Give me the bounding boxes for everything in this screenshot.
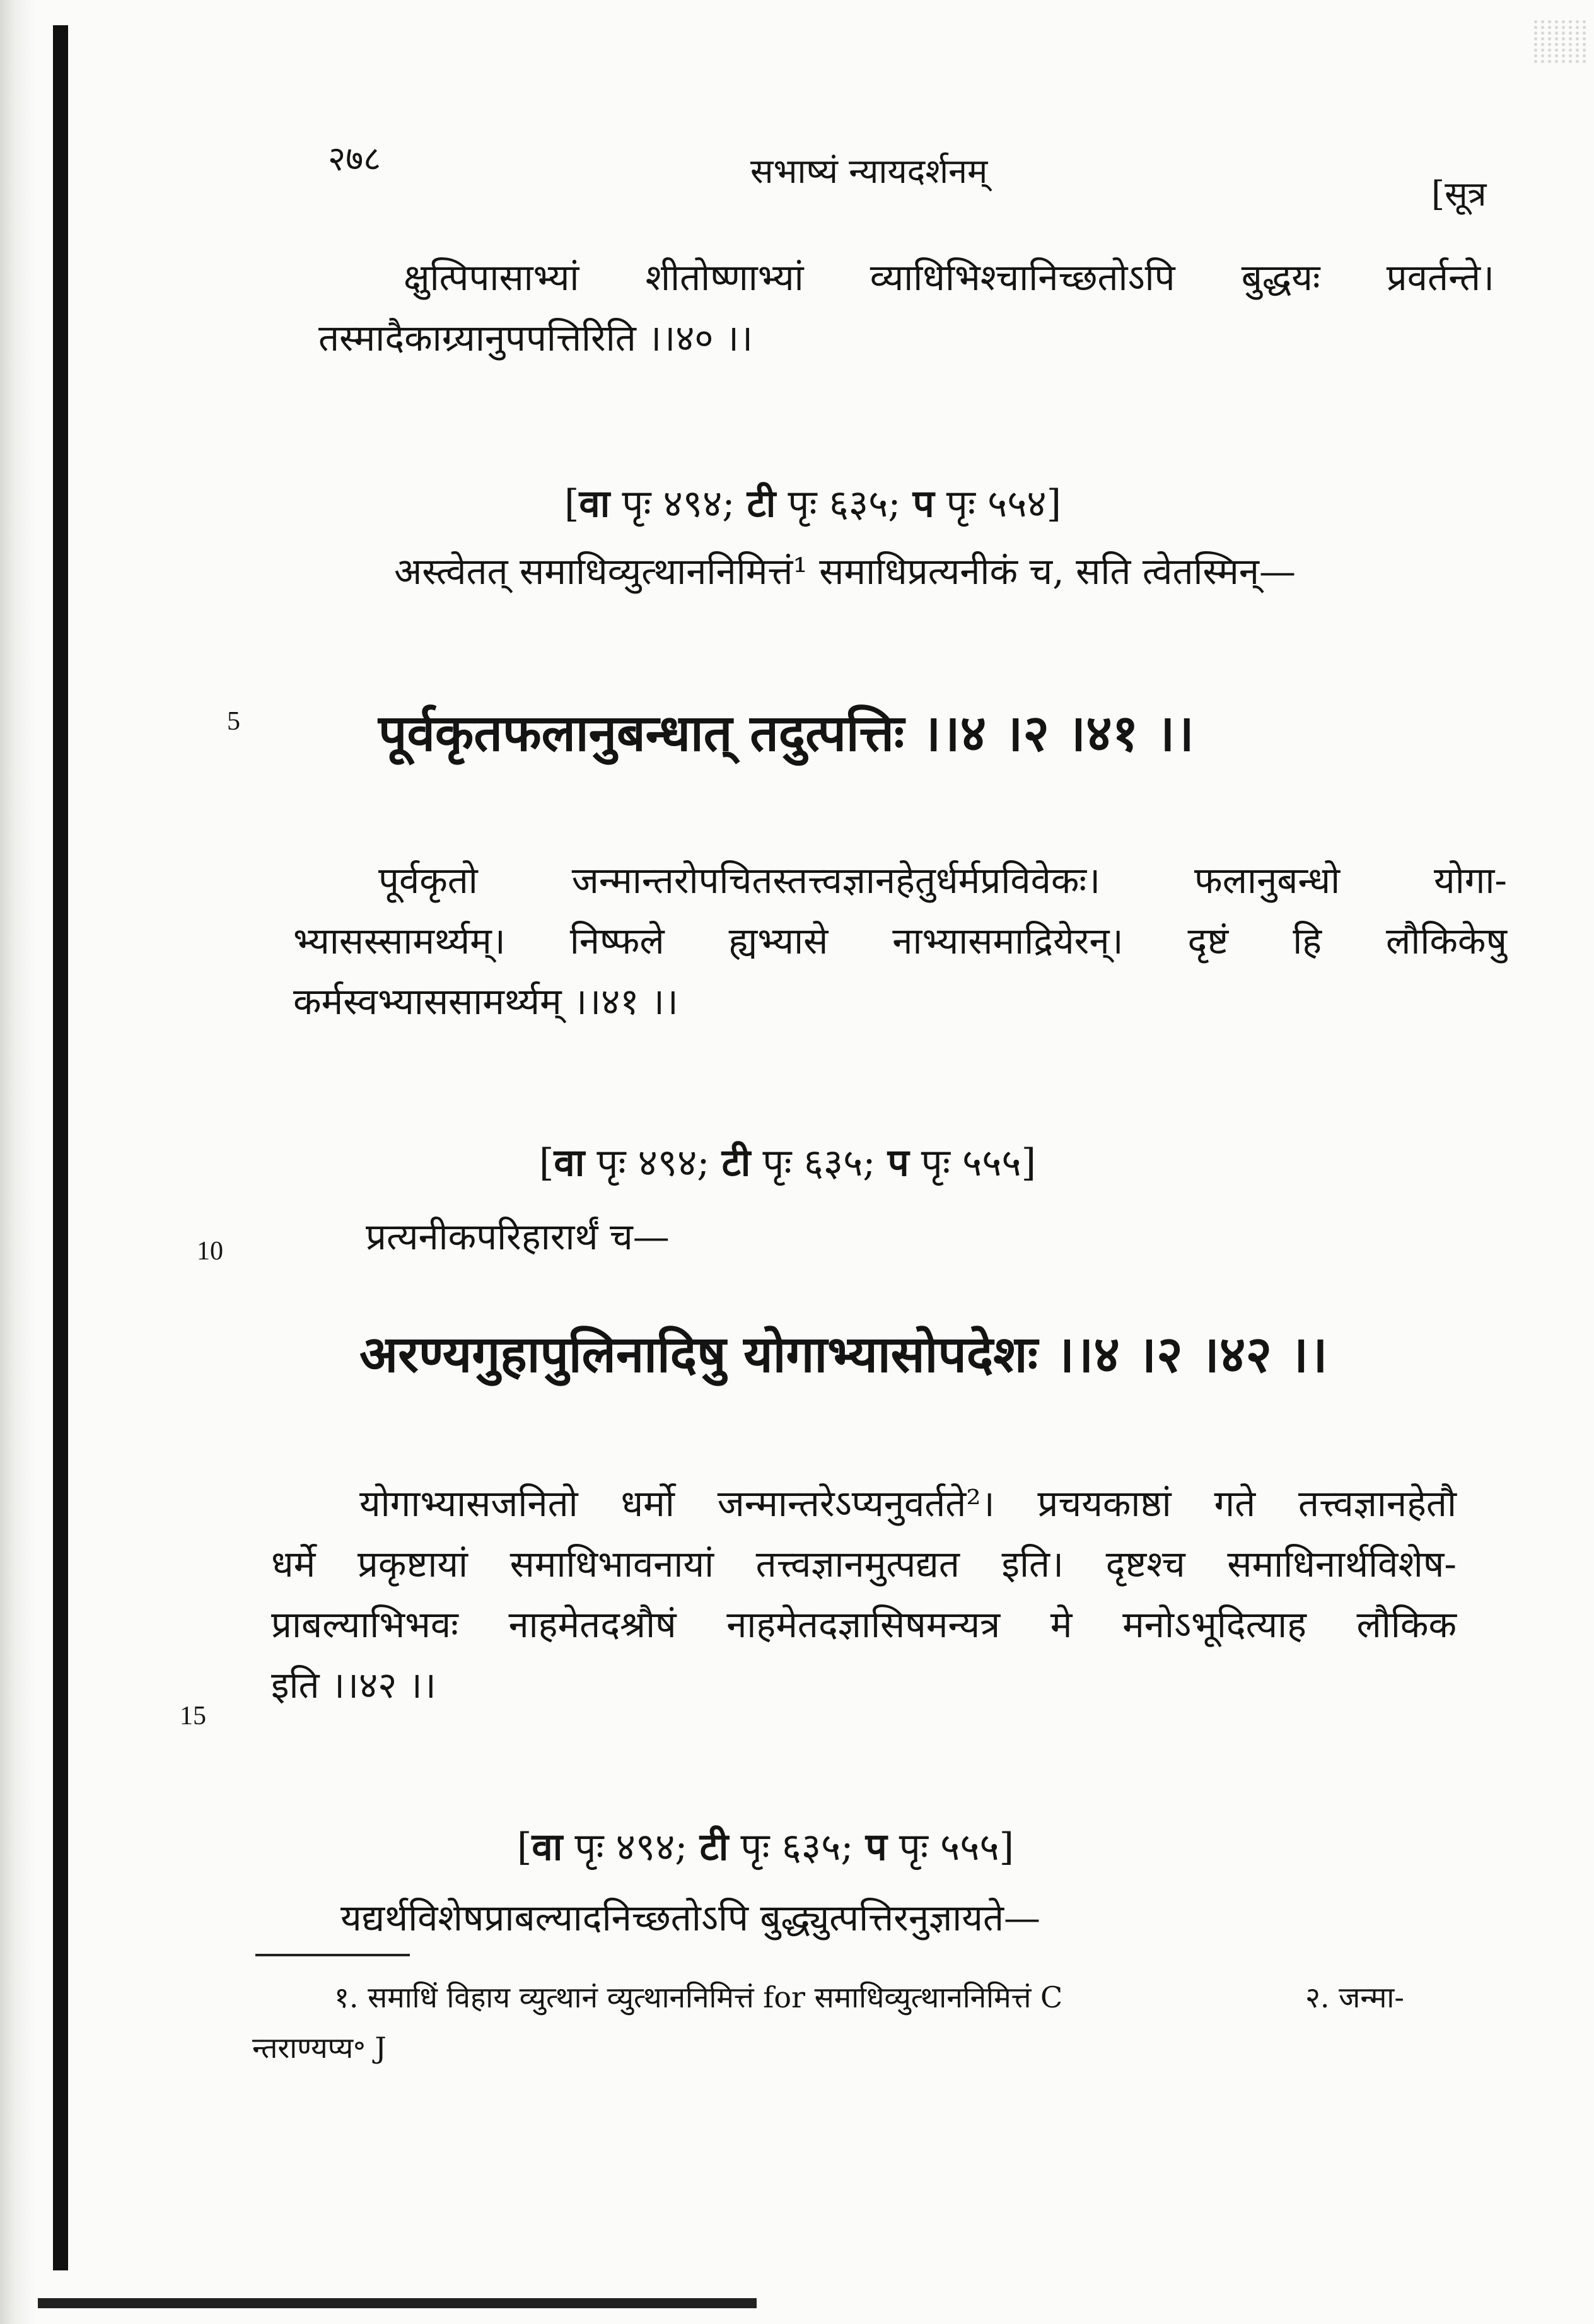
ref-abbrev: वा xyxy=(554,1141,585,1185)
ref-abbrev: प xyxy=(912,482,934,526)
ref-abbrev: टी xyxy=(699,1825,729,1869)
intro-line: यद्यर्थविशेषप्राबल्यादनिच्छतोऽपि बुद्ध्युत्पत्तिरनुज्ञायते— xyxy=(340,1896,1040,1939)
running-title: सभाष्यं न्यायदर्शनम् xyxy=(750,151,988,191)
line-number: 5 xyxy=(227,707,240,736)
paragraph-line: धर्मे प्रकृष्टायां समाधिभावनायां तत्त्वज्ञानमुत्पद्यत इति। दृष्टश्च समाधिनार्थविशेष- xyxy=(271,1543,1457,1585)
line-number: 10 xyxy=(197,1237,223,1266)
footnote-2-continued: न्तराण्यप्य॰ J xyxy=(252,2031,387,2065)
intro-line: प्रत्यनीकपरिहारार्थं च— xyxy=(366,1215,670,1258)
ref-abbrev: प xyxy=(887,1141,909,1185)
binding-edge xyxy=(53,25,68,2270)
intro-line: अस्त्वेतत् समाधिव्युत्थाननिमित्तं¹ समाधिप्रत्यनीकं च, सति त्वेतस्मिन्— xyxy=(394,550,1296,593)
paragraph-line: तस्मादैकाग्र्यानुपपत्तिरिति ।।४० ।। xyxy=(318,317,753,359)
section-label: [सूत्र xyxy=(1431,174,1487,214)
sutra-heading: अरण्यगुहापुलिनादिषु योगाभ्यासोपदेशः ।।४ ।२ ।४२ ।। xyxy=(359,1324,1328,1384)
paragraph-line: इति ।।४२ ।। xyxy=(271,1664,436,1707)
paragraph-line: कर्मस्वभ्याससामर्थ्यम् ।।४१ ।। xyxy=(293,980,678,1023)
paragraph-line: योगाभ्यासजनितो धर्मो जन्मान्तरेऽप्यनुवर्तते²। प्रचयकाष्ठां गते तत्त्वज्ञानहेतौ xyxy=(359,1482,1457,1525)
paragraph-line: भ्यासस्सामर्थ्यम्। निष्फले ह्यभ्यासे नाभ्यासमाद्रियेरन्। दृष्टं हि लौकिकेषु xyxy=(293,920,1507,962)
footnote-rule xyxy=(255,1954,410,1956)
reference-line: [वा पृः ४९४; टी पृः ६३५; प पृः ५५५] xyxy=(517,1825,1015,1869)
footnote-2: २. जन्मा- xyxy=(1305,1980,1404,2014)
reference-line: [वा पृः ४९४; टी पृः ६३५; प पृः ५५५] xyxy=(539,1141,1037,1185)
ref-abbrev: वा xyxy=(579,482,610,526)
line-number: 15 xyxy=(180,1702,206,1731)
page-number: २७८ xyxy=(328,139,381,178)
paragraph-line: प्राबल्याभिभवः नाहमेतदश्रौषं नाहमेतदज्ञासिषमन्यत्र मे मनोऽभूदित्याह लौकिक xyxy=(271,1603,1457,1646)
sutra-heading: पूर्वकृतफलानुबन्धात् तदुत्पत्तिः ।।४ ।२ ।४१ ।। xyxy=(378,703,1194,762)
ref-abbrev: टी xyxy=(721,1141,751,1185)
footnote-1: १. समाधिं विहाय व्युत्थानं व्युत्थाननिमित्तं for समाधिव्युत्थाननिमित्तं C xyxy=(334,1980,1063,2014)
ref-abbrev: प xyxy=(865,1825,887,1869)
reference-line: [वा पृः ४९४; टी पृः ६३५; प पृः ५५४] xyxy=(564,482,1062,526)
paragraph-line: क्षुत्पिपासाभ्यां शीतोष्णाभ्यां व्याधिभिश्चानिच्छतोऽपि बुद्धयः प्रवर्तन्ते। xyxy=(404,256,1494,299)
ref-abbrev: टी xyxy=(747,482,776,526)
book-binding-shadow xyxy=(0,0,50,2324)
paragraph-line: पूर्वकृतो जन्मान्तरोपचितस्तत्त्वज्ञानहेतुर्धर्मप्रविवेकः। फलानुबन्धो योगा- xyxy=(378,859,1507,902)
bottom-edge-rule xyxy=(38,2298,757,2308)
scan-noise xyxy=(1532,19,1589,63)
ref-abbrev: वा xyxy=(532,1825,563,1869)
